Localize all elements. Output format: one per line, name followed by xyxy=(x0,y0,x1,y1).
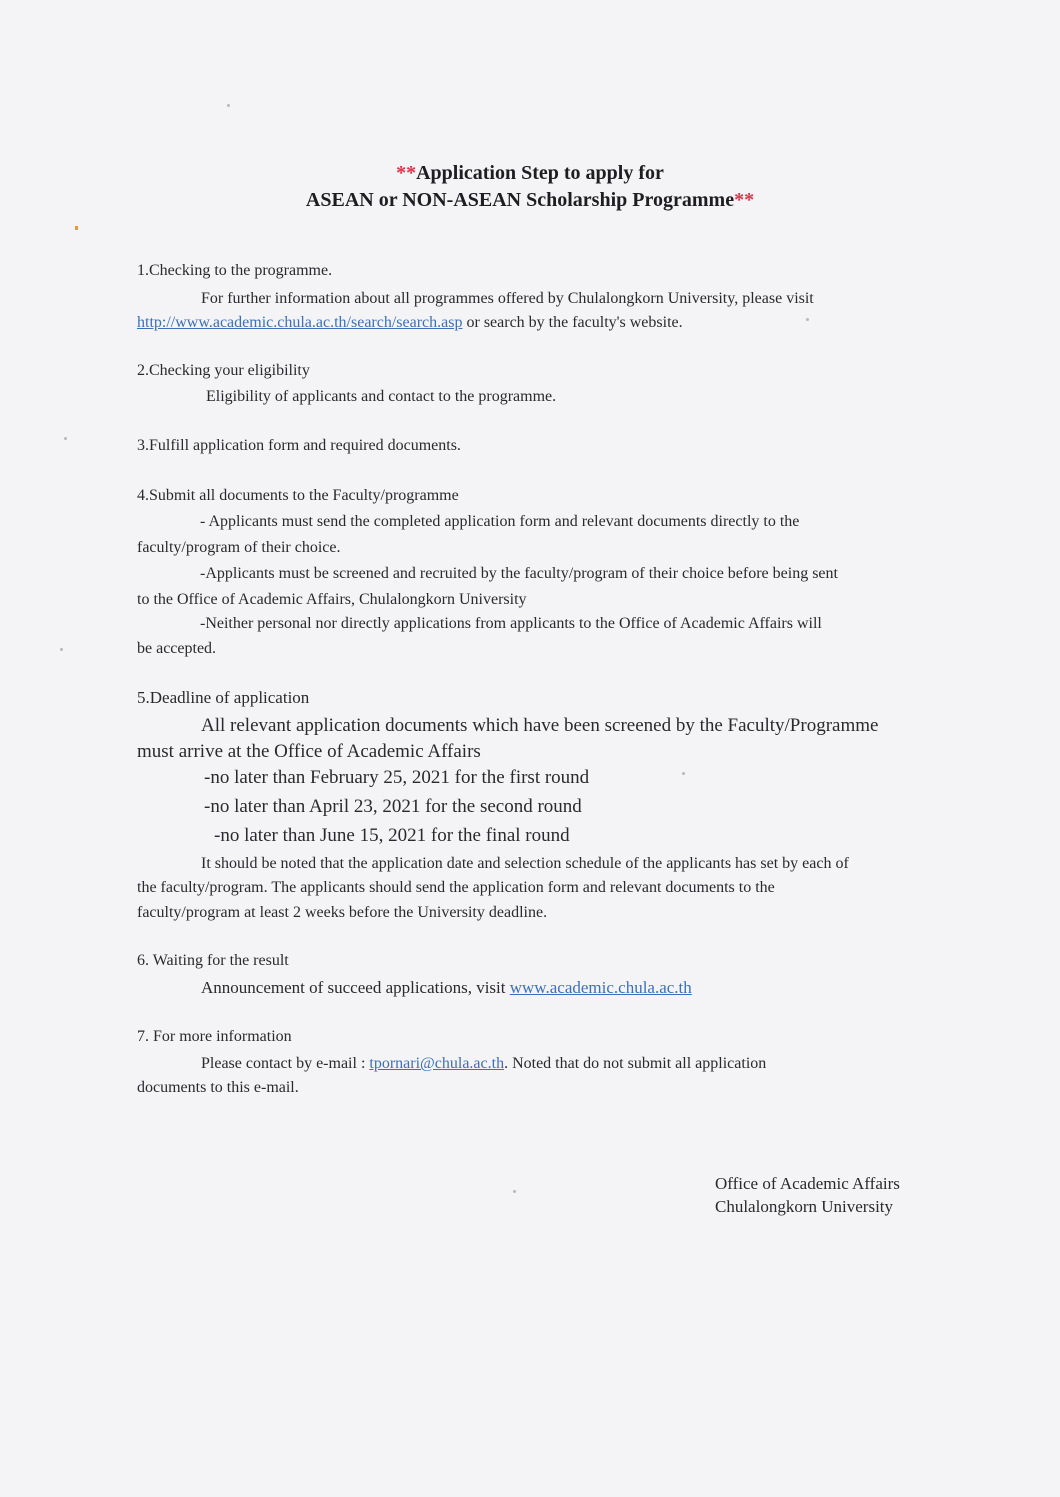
deadline-second-round: -no later than April 23, 2021 for the second round xyxy=(204,796,582,817)
section-4-point-2-line-2: to the Office of Academic Affairs, Chulalongkorn University xyxy=(137,591,527,608)
section-4-point-1-line-2: faculty/program of their choice. xyxy=(137,539,341,556)
section-4-heading: 4.Submit all documents to the Faculty/programme xyxy=(137,487,459,504)
section-7-body-line-2: documents to this e-mail. xyxy=(137,1079,299,1096)
section-2-body: Eligibility of applicants and contact to the programme. xyxy=(206,388,557,405)
section-7-body xyxy=(201,1052,766,1076)
scan-speck xyxy=(60,648,63,651)
scan-speck xyxy=(227,104,230,107)
deadline-first-round: -no later than February 25, 2021 for the first round xyxy=(204,767,590,788)
results-website-link[interactable]: www.academic.chula.ac.th xyxy=(509,978,692,997)
title-line-2: ASEAN or NON-ASEAN Scholarship Programme xyxy=(305,189,735,211)
section-3-heading: 3.Fulfill application form and required documents. xyxy=(137,437,461,454)
contact-email-link[interactable]: tpornari@chula.ac.th xyxy=(369,1055,505,1072)
signature-university: Chulalongkorn University xyxy=(715,1197,894,1216)
section-5-heading: 5.Deadline of application xyxy=(137,688,310,707)
section-7-body-suffix: . Noted that do not submit all application xyxy=(504,1055,767,1072)
section-4-point-2-line-1: -Applicants must be screened and recruited by the faculty/program of their choice before being sent xyxy=(200,565,838,582)
section-4-point-3-line-2: be accepted. xyxy=(137,640,217,657)
title-line-1: Application Step to apply for xyxy=(416,162,664,184)
section-5-note-line-1: It should be noted that the application date and selection schedule of the applicants has set by each of xyxy=(201,855,849,872)
section-7-body-text: Please contact by e-mail : xyxy=(201,1055,370,1072)
section-5-note-line-2: the faculty/program. The applicants should send the application form and relevant documents to the xyxy=(137,879,775,896)
section-6-body xyxy=(201,976,692,1000)
section-2-heading: 2.Checking your eligibility xyxy=(137,362,310,379)
programmes-search-link[interactable]: http://www.academic.chula.ac.th/search/search.asp xyxy=(137,314,463,331)
section-1-body-suffix: or search by the faculty's website. xyxy=(462,314,683,331)
deadline-final-round: -no later than June 15, 2021 for the final round xyxy=(214,825,570,846)
document-subtitle xyxy=(0,187,1060,213)
section-4-point-1-line-1: - Applicants must send the completed application form and relevant documents directly to the xyxy=(200,513,800,530)
section-1-body: For further information about all programmes offered by Chulalongkorn University, please visit xyxy=(201,290,814,307)
section-5-body-line-2: must arrive at the Office of Academic Affairs xyxy=(137,741,481,762)
scan-speck xyxy=(64,437,67,440)
document-title xyxy=(0,160,1060,186)
section-6-heading: 6. Waiting for the result xyxy=(137,952,289,969)
section-1-heading: 1.Checking to the programme. xyxy=(137,262,333,279)
section-5-body-line-1: All relevant application documents which have been screened by the Faculty/Programme xyxy=(201,715,879,736)
scan-speck xyxy=(75,226,78,230)
scan-speck xyxy=(682,772,685,775)
section-7-heading: 7. For more information xyxy=(137,1028,292,1045)
section-1-body-line-2 xyxy=(137,311,683,335)
title-stars-right: ** xyxy=(734,189,755,211)
scan-speck xyxy=(806,318,809,321)
section-5-note-line-3: faculty/program at least 2 weeks before the University deadline. xyxy=(137,904,548,921)
title-stars-left: ** xyxy=(396,162,417,184)
scan-speck xyxy=(513,1190,516,1193)
signature-office: Office of Academic Affairs xyxy=(715,1174,900,1193)
section-4-point-3-line-1: -Neither personal nor directly applications from applicants to the Office of Academic Affairs will xyxy=(200,615,822,632)
section-6-body-text: Announcement of succeed applications, visit xyxy=(201,978,510,997)
